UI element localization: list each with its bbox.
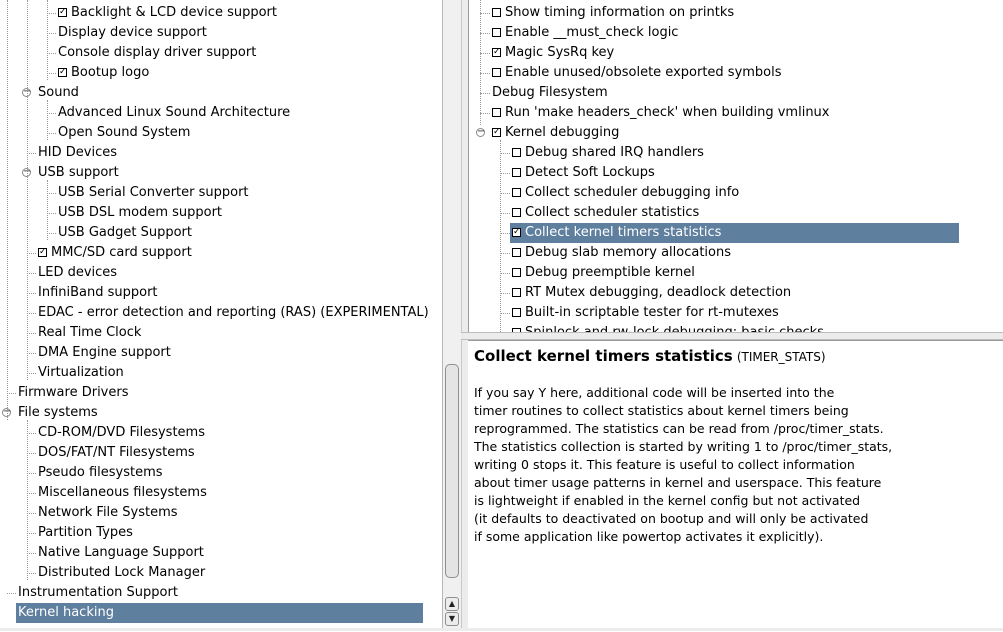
tree-item-label: Native Language Support [38,545,204,560]
help-text [474,384,994,546]
tree-item-label: USB support [38,165,119,180]
tree-guide-line [47,73,56,74]
tree-guide-line [27,433,36,434]
tree-item-label: File systems [18,405,98,420]
tree-item-sound[interactable] [0,83,440,103]
tree-guide-line [27,313,36,314]
scroll-up-arrow-icon[interactable]: ▲ [445,597,459,611]
tree-item-label: RT Mutex debugging, deadlock detection [525,285,792,300]
tree-item-label: Collect scheduler statistics [525,205,700,220]
tree-item-label: Distributed Lock Manager [38,565,206,580]
tree-item-label: DMA Engine support [38,345,171,360]
tree-item-label: Console display driver support [58,45,257,60]
tree-item-label: Built-in scriptable tester for rt-mutexes [525,305,779,320]
tree-item-network-file-systems[interactable] [0,503,440,523]
tree-item-label: Debug shared IRQ handlers [525,145,704,160]
tree-item-dma-engine-support[interactable] [0,343,440,363]
tree-item-distributed-lock-manager[interactable] [0,563,440,583]
tree-item-label: Pseudo filesystems [38,465,163,480]
scrollbar-thumb[interactable] [445,364,459,578]
checkbox-unchecked-icon[interactable] [512,248,521,257]
tree-item-enable-unused-obsolete-exported-symbols[interactable] [470,63,1000,83]
tree-guide-line [27,333,36,334]
tree-item-label: InfiniBand support [38,285,158,300]
tree-item-label: Enable __must_check logic [505,25,679,40]
tree-item-label: Network File Systems [38,505,178,520]
tree-item-run-make-headers-check-when-building-vml[interactable] [470,103,1000,123]
left-tree-scrollbar[interactable] [442,0,461,631]
checkbox-unchecked-icon[interactable] [512,208,521,217]
collapse-toggle-icon[interactable]: − [23,86,32,97]
tree-item-debug-filesystem[interactable] [470,83,1000,103]
horizontal-splitter[interactable] [461,332,1003,340]
tree-guide-line [27,0,28,380]
tree-item-label: Debug preemptible kernel [525,265,695,280]
tree-guide-line [480,33,490,34]
checkbox-unchecked-icon[interactable] [512,268,521,277]
tree-item-label: MMC/SD card support [51,245,192,260]
tree-item-label: EDAC - error detection and reporting (RAS) (EXPERIMENTAL) [38,305,429,320]
tree-item-label: DOS/FAT/NT Filesystems [38,445,195,460]
help-line: (it defaults to deactivated on bootup and will only be activated [474,511,869,526]
tree-item-mmc-sd-card-support[interactable] [0,243,440,263]
tree-guide-line [47,100,48,140]
tree-item-label: USB Serial Converter support [58,185,249,200]
tree-guide-line [47,180,48,240]
tree-item-label: Show timing information on printks [505,5,735,20]
tree-item-miscellaneous-filesystems[interactable] [0,483,440,503]
checkbox-unchecked-icon[interactable] [512,308,521,317]
tree-item-file-systems[interactable] [0,403,440,423]
tree-guide-line [500,273,510,274]
tree-guide-line [27,553,36,554]
tree-guide-line [7,393,16,394]
help-title-text: Collect kernel timers statistics [474,347,733,365]
tree-guide-line [47,213,56,214]
tree-guide-line [27,353,36,354]
tree-item-dos-fat-nt-filesystems[interactable] [0,443,440,463]
tree-guide-line [500,233,510,234]
tree-item-label: Debug slab memory allocations [525,245,732,260]
tree-guide-line [27,573,36,574]
tree-guide-line [47,113,56,114]
tree-item-pseudo-filesystems[interactable] [0,463,440,483]
tree-item-collect-kernel-timers-statistics[interactable] [510,223,959,243]
checkbox-unchecked-icon[interactable] [492,108,501,117]
tree-item-label: Firmware Drivers [18,385,129,400]
tree-item-label: Enable unused/obsolete exported symbols [505,65,782,80]
tree-item-edac-error-detection-and-reporting-ras-e[interactable] [0,303,440,323]
tree-item-usb-support[interactable] [0,163,440,183]
options-tree-pane[interactable] [470,0,1003,332]
tree-guide-line [27,453,36,454]
tree-guide-line [47,193,56,194]
window-bottom-edge [0,628,1003,631]
tree-guide-line [480,13,490,14]
tree-guide-line [27,473,36,474]
tree-guide-line [27,153,36,154]
tree-guide-line [500,293,510,294]
vertical-splitter[interactable] [461,0,468,631]
tree-guide-line [500,213,510,214]
tree-item-debug-shared-irq-handlers[interactable] [470,143,1000,163]
tree-item-debug-slab-memory-allocations[interactable] [470,243,1000,263]
help-title [474,347,826,365]
tree-item-detect-soft-lockups[interactable] [470,163,1000,183]
tree-guide-line [7,593,16,594]
tree-item-label: CD-ROM/DVD Filesystems [38,425,205,440]
tree-item-label: Debug Filesystem [492,85,608,100]
tree-item-collect-scheduler-debugging-info[interactable] [470,183,1000,203]
help-line: timer routines to collect statistics about kernel timers being [474,403,849,418]
checkbox-unchecked-icon[interactable] [492,28,501,37]
tree-guide-line [47,233,56,234]
tree-item-backlight-lcd-device-support[interactable] [0,3,440,23]
tree-guide-line [480,113,490,114]
tree-item-built-in-scriptable-tester-for-rt-mutexe[interactable] [470,303,1000,323]
help-line: The statistics collection is started by writing 1 to /proc/timer_stats, [474,439,893,454]
tree-guide-line [27,273,36,274]
tree-guide-line [27,513,36,514]
tree-item-label: Kernel debugging [505,125,620,140]
collapse-toggle-icon[interactable]: − [23,166,32,177]
tree-guide-line [480,53,490,54]
collapse-toggle-icon[interactable]: − [477,126,486,137]
tree-item-show-timing-information-on-printks[interactable] [470,3,1000,23]
help-pane [468,340,1003,632]
checkbox-unchecked-icon[interactable] [492,68,501,77]
menu-tree-pane[interactable] [0,0,442,631]
tree-item-debug-preemptible-kernel[interactable] [470,263,1000,283]
tree-guide-line [500,253,510,254]
checkbox-unchecked-icon[interactable] [492,8,501,17]
tree-guide-line [480,93,490,94]
tree-guide-line [480,0,481,125]
tree-item-partition-types[interactable] [0,523,440,543]
tree-guide-line [500,193,510,194]
tree-item-label: Detect Soft Lockups [525,165,655,180]
tree-item-label: LED devices [38,265,118,280]
checkbox-unchecked-icon[interactable] [512,148,521,157]
tree-item-kernel-hacking[interactable] [16,603,423,623]
tree-item-enable-must-check-logic[interactable] [470,23,1000,43]
tree-item-label: Virtualization [38,365,124,380]
checkbox-checked-icon[interactable]: ✓ [493,47,501,57]
tree-item-label: Instrumentation Support [18,585,178,600]
tree-item-label: Sound [38,85,79,100]
tree-guide-line [480,73,490,74]
help-symbol: (TIMER_STATS) [736,350,826,364]
tree-item-usb-gadget-support[interactable] [0,223,440,243]
tree-item-label: Partition Types [38,525,133,540]
tree-item-label: Display device support [58,25,207,40]
tree-guide-line [7,0,8,420]
tree-guide-line [47,0,48,80]
checkbox-unchecked-icon[interactable] [512,188,521,197]
tree-item-label: Run 'make headers_check' when building vmlinux [505,105,830,120]
tree-guide-line [27,373,36,374]
tree-guide-line [27,493,36,494]
tree-guide-line [47,13,56,14]
help-line: is lightweight if enabled in the kernel config but not activated [474,493,861,508]
checkbox-checked-icon[interactable]: ✓ [59,7,67,17]
tree-item-open-sound-system[interactable] [0,123,440,143]
tree-guide-line [47,53,56,54]
tree-item-console-display-driver-support[interactable] [0,43,440,63]
tree-guide-line [27,533,36,534]
tree-item-label: Advanced Linux Sound Architecture [58,105,291,120]
tree-item-display-device-support[interactable] [0,23,440,43]
checkbox-checked-icon[interactable]: ✓ [493,127,501,137]
tree-item-magic-sysrq-key[interactable] [470,43,1000,63]
tree-item-collect-scheduler-statistics[interactable] [470,203,1000,223]
help-line: writing 0 stops it. This feature is useful to collect information [474,457,855,472]
tree-item-virtualization[interactable] [0,363,440,383]
tree-item-label: Bootup logo [71,65,150,80]
tree-guide-line [47,33,56,34]
tree-item-cd-rom-dvd-filesystems[interactable] [0,423,440,443]
tree-item-label: Collect scheduler debugging info [525,185,740,200]
tree-guide-line [500,153,510,154]
help-line: about timer usage patterns in kernel and userspace. This feature [474,475,882,490]
tree-guide-line [47,133,56,134]
tree-item-usb-serial-converter-support[interactable] [0,183,440,203]
tree-item-label: Real Time Clock [38,325,142,340]
tree-guide-line [27,420,28,580]
tree-item-label: Kernel hacking [18,605,114,620]
tree-item-label: Collect kernel timers statistics [525,225,722,240]
tree-item-kernel-debugging[interactable] [470,123,1000,143]
checkbox-checked-icon[interactable]: ✓ [59,67,67,77]
checkbox-unchecked-icon[interactable] [512,288,521,297]
tree-item-led-devices[interactable] [0,263,440,283]
checkbox-checked-icon[interactable]: ✓ [39,247,47,257]
checkbox-unchecked-icon[interactable] [512,168,521,177]
tree-item-rt-mutex-debugging-deadlock-detection[interactable] [470,283,1000,303]
tree-guide-line [500,313,510,314]
tree-item-label: HID Devices [38,145,117,160]
tree-item-bootup-logo[interactable] [0,63,440,83]
collapse-toggle-icon[interactable]: − [3,406,12,417]
tree-guide-line [500,140,501,332]
help-line: reprogrammed. The statistics can be read from /proc/timer_stats. [474,421,884,436]
checkbox-checked-icon[interactable]: ✓ [513,227,521,237]
tree-guide-line [500,173,510,174]
tree-item-instrumentation-support[interactable] [0,583,440,603]
tree-item-label: USB DSL modem support [58,205,223,220]
pane-border [468,0,471,332]
tree-item-advanced-linux-sound-architecture[interactable] [0,103,440,123]
tree-guide-line [27,253,36,254]
tree-item-usb-dsl-modem-support[interactable] [0,203,440,223]
tree-item-label: Magic SysRq key [505,45,615,60]
tree-item-firmware-drivers[interactable] [0,383,440,403]
help-line: if some application like powertop activates it explicitly). [474,529,824,544]
tree-item-label: Backlight & LCD device support [71,5,277,20]
tree-item-hid-devices[interactable] [0,143,440,163]
tree-item-real-time-clock[interactable] [0,323,440,343]
scroll-down-arrow-icon[interactable]: ▼ [445,612,459,626]
tree-item-label: Open Sound System [58,125,191,140]
tree-guide-line [27,293,36,294]
tree-item-label: USB Gadget Support [58,225,192,240]
tree-item-label: Miscellaneous filesystems [38,485,207,500]
help-line: If you say Y here, additional code will be inserted into the [474,385,835,400]
tree-item-infiniband-support[interactable] [0,283,440,303]
tree-item-native-language-support[interactable] [0,543,440,563]
